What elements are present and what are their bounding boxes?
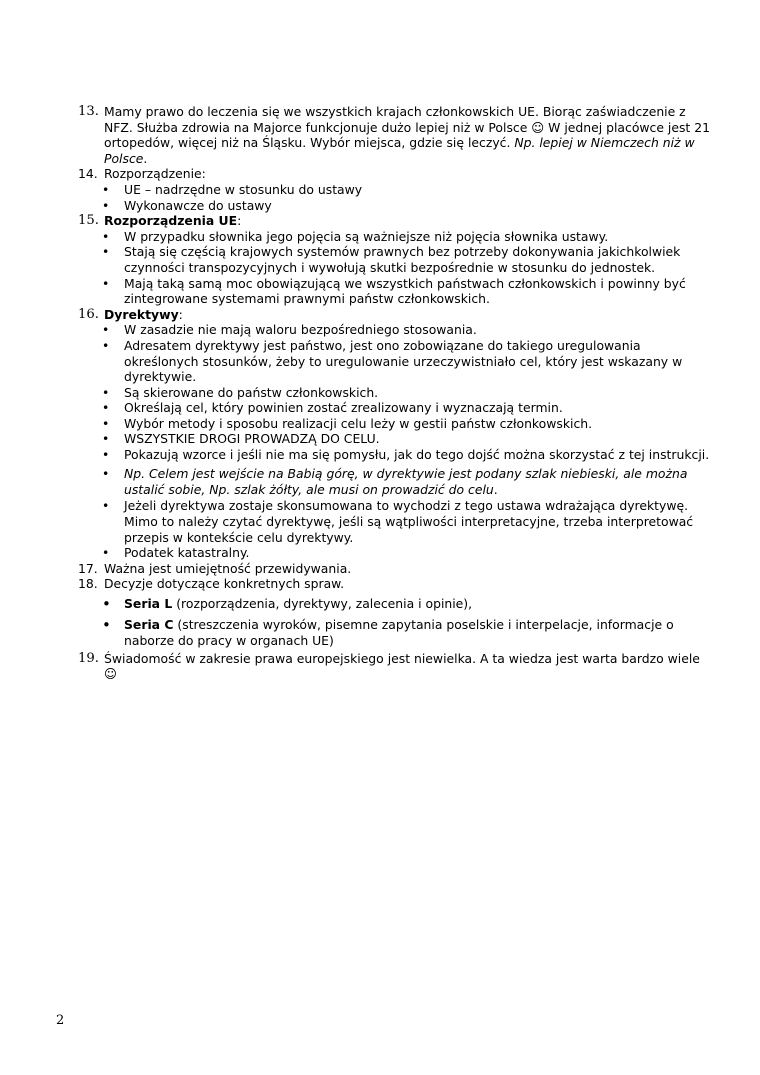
bullet-text: Pokazują wzorce i jeśli nie ma się pomysłu, jak do tego dojść można skorzystać z tej instrukcji. — [124, 447, 710, 463]
item-heading: Dyrektywy — [104, 306, 179, 322]
bullet-text: UE – nadrzędne w stosunku do ustawy — [124, 181, 363, 197]
item-number: 13. — [78, 104, 99, 119]
bullet-item — [78, 416, 710, 432]
bullet-text: Adresatem dyrektywy jest państwo, jest ono zobowiązane do takiego uregulowania określonych stosunków, żeby to uregulowanie urzeczywistniało cel, który jest wskazany w dyrektywie. — [124, 337, 683, 385]
bullet-item — [78, 400, 710, 416]
item-text: Mamy prawo do leczenia się we wszystkich krajach członkowskich UE. Biorąc zaświadczenie z NFZ. Służba zdrowia na Majorce funkcjonuje dużo lepiej niż w Polsce ☺ W jednej placówce jest 21 ortopedów, więcej niż na Śląsku. Wybór miejsca, gdzie się leczyć. — [104, 104, 710, 151]
bullet-icon: • — [102, 595, 111, 614]
bullet-icon: • — [102, 498, 110, 514]
bullet-item-series-l — [78, 596, 710, 613]
bullet-text: Wykonawcze do ustawy — [124, 197, 272, 213]
item-number: 15. — [78, 213, 99, 229]
bullet-item — [78, 229, 710, 245]
list-item-16 — [78, 307, 710, 323]
bullet-icon: • — [102, 465, 110, 481]
bullet-text: Są skierowane do państw członkowskich. — [124, 384, 379, 400]
bullet-text: Jeżeli dyrektywa zostaje skonsumowana to wychodzi z tego ustawa wdrażająca dyrektywę. Mimo to należy czytać dyrektywę, jeśli są wątpliwości interpretacyjne, trzeba interpretować przepis w kontekście celu dyrektywy. — [124, 498, 694, 545]
item-punct: . — [143, 150, 148, 166]
bullet-text: Określają cel, który powinien zostać zrealizowany i wyznaczają termin. — [124, 400, 563, 416]
item-italic-example: Np. lepiej w Niemczech niż w Polsce — [104, 135, 695, 166]
bullet-item — [78, 322, 710, 338]
bullet-icon: • — [102, 197, 110, 213]
bullet-icon: • — [102, 615, 111, 634]
bullet-icon: • — [102, 244, 110, 260]
bullet-icon: • — [102, 337, 110, 353]
bullet-punct: . — [493, 482, 498, 498]
bullet-item — [78, 338, 710, 385]
item-heading: Rozporządzenia UE — [104, 213, 238, 229]
bullet-item — [78, 431, 710, 447]
item-number: 17. — [78, 560, 98, 576]
bullet-list-16 — [78, 322, 710, 561]
bullet-text: W zasadzie nie mają waloru bezpośredniego stosowania. — [124, 322, 477, 338]
bullet-text: Stają się częścią krajowych systemów prawnych bez potrzeby dokonywania jakichkolwiek czynności transpozycyjnych i wywołują skutki bezpośrednie w stosunku do jednostek. — [124, 244, 681, 275]
series-label: Seria C — [124, 616, 174, 632]
bullet-icon: • — [102, 447, 110, 463]
series-label: Seria L — [124, 596, 173, 612]
item-punct: : — [237, 213, 242, 229]
item-punct: : — [178, 306, 183, 322]
item-number: 14. — [78, 166, 98, 182]
bullet-item — [78, 498, 710, 545]
list-item-17 — [78, 561, 710, 577]
bullet-item-italic — [78, 466, 710, 499]
list-item-19 — [78, 651, 710, 682]
bullet-item — [78, 385, 710, 401]
bullet-list-18 — [78, 596, 710, 650]
item-number: 16. — [78, 306, 99, 322]
item-number: 18. — [78, 576, 98, 592]
series-description: (rozporządzenia, dyrektywy, zalecenia i opinie), — [172, 596, 473, 612]
bullet-icon: • — [102, 275, 110, 291]
bullet-icon: • — [102, 545, 110, 561]
series-description: (streszczenia wyroków, pisemne zapytania poselskie i interpelacje, informacje o naborze do pracy w organach UE) — [124, 616, 674, 649]
bullet-text: Podatek katastralny. — [124, 545, 250, 561]
list-item-18 — [78, 576, 710, 592]
item-text: Decyzje dotyczące konkretnych spraw. — [104, 576, 345, 592]
list-item-14 — [78, 166, 710, 182]
document-body — [78, 104, 710, 682]
bullet-icon: • — [102, 431, 110, 447]
bullet-item — [78, 198, 710, 214]
bullet-icon: • — [102, 181, 110, 197]
bullet-list-14 — [78, 182, 710, 213]
bullet-text: Wybór metody i sposobu realizacji celu leży w gestii państw członkowskich. — [124, 415, 593, 431]
list-item-13 — [78, 104, 710, 166]
item-text: Ważna jest umiejętność przewidywania. — [104, 560, 352, 576]
bullet-text: WSZYSTKIE DROGI PROWADZĄ DO CELU. — [124, 431, 380, 447]
bullet-text: W przypadku słownika jego pojęcia są ważniejsze niż pojęcia słownika ustawy. — [124, 228, 609, 244]
page-number: 2 — [56, 1013, 65, 1028]
item-text: Rozporządzenie: — [104, 166, 206, 182]
bullet-italic-example: Np. Celem jest wejście na Babią górę, w dyrektywie jest podany szlak niebieski, ale można ustalić sobie, Np. szlak żółty, ale musi on prowadzić do celu — [124, 465, 688, 498]
bullet-item-series-c — [78, 617, 710, 650]
bullet-icon: • — [102, 400, 110, 416]
bullet-item — [78, 545, 710, 561]
list-item-15 — [78, 213, 710, 229]
bullet-item — [78, 276, 710, 307]
bullet-icon: • — [102, 322, 110, 338]
bullet-item — [78, 244, 710, 275]
bullet-list-15 — [78, 229, 710, 307]
bullet-item — [78, 182, 710, 198]
item-text: Świadomość w zakresie prawa europejskiego jest niewielka. A ta wiedza jest warta bardzo wiele ☺ — [104, 650, 700, 682]
bullet-item — [78, 447, 710, 463]
bullet-icon: • — [102, 415, 110, 431]
item-number: 19. — [78, 650, 99, 666]
bullet-icon: • — [102, 228, 110, 244]
bullet-text: Mają taką samą moc obowiązującą we wszystkich państwach członkowskich i powinny być zintegrowane systemami prawnymi państw członkowskich. — [124, 275, 686, 307]
bullet-icon: • — [102, 384, 110, 400]
